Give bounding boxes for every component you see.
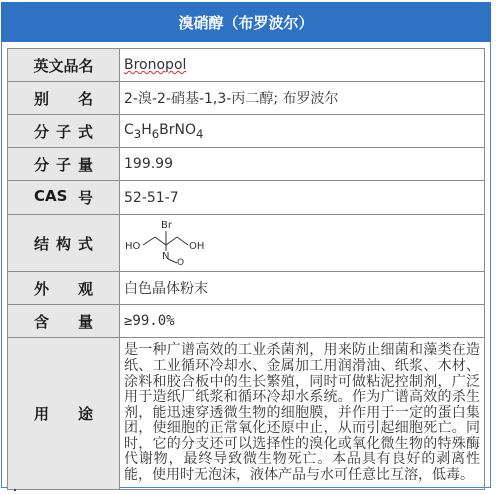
table-row (8, 181, 485, 215)
label-char: 观 (77, 279, 93, 298)
value-appearance: 白色晶体粉末 (120, 272, 485, 305)
formula-c-sub: 3 (133, 126, 142, 141)
value-cas: 52-51-7 (120, 181, 485, 215)
label-formula (8, 115, 120, 148)
label-structure (8, 215, 120, 272)
label-char: 子 (55, 155, 71, 174)
label-char: 子 (55, 122, 71, 141)
formula-h-sub: 6 (151, 126, 160, 141)
page-title: 溴硝醇（布罗波尔） (1, 2, 491, 42)
label-char: 量 (77, 312, 93, 331)
label-char: 构 (55, 234, 71, 253)
label-mol-weight (8, 148, 120, 181)
table-row (8, 115, 485, 148)
value-english-name (120, 49, 485, 82)
formula-o-sub: 4 (196, 126, 204, 141)
label-usage (8, 338, 120, 490)
label-english-name: 英文品名 (8, 49, 120, 82)
label-char: 途 (77, 405, 93, 423)
label-char: 名 (77, 89, 93, 108)
table-row (8, 305, 485, 338)
atom-n: N (162, 251, 170, 262)
label-char: CAS (34, 187, 68, 205)
label-char: 含 (34, 312, 50, 331)
label-appearance (8, 272, 120, 305)
value-alias: 2-溴-2-硝基-1,3-丙二醇; 布罗波尔 (120, 82, 485, 115)
label-char: 式 (77, 234, 93, 253)
value-formula (120, 115, 485, 148)
label-char: 量 (77, 155, 93, 174)
atom-br: Br (161, 220, 172, 231)
group-oh: OH (189, 241, 205, 252)
value-mol-weight: 199.99 (120, 148, 485, 181)
label-char: 分 (34, 155, 50, 174)
label-char: 用 (34, 405, 50, 423)
label-char: 分 (34, 122, 50, 141)
formula-c: C (124, 121, 134, 138)
label-content (8, 305, 120, 338)
formula-brno: BrNO (159, 121, 197, 138)
table-row (8, 215, 485, 272)
table-row (8, 272, 485, 305)
label-cas (8, 181, 120, 215)
table-row (8, 338, 485, 490)
group-ho: HO (125, 241, 141, 252)
label-char: 外 (34, 279, 50, 298)
table-row (8, 148, 485, 181)
label-alias (8, 82, 120, 115)
stray-dot (14, 489, 16, 491)
value-content: ≥99.0% (120, 305, 485, 338)
formula-h: H (141, 121, 152, 138)
atom-o: O (177, 258, 185, 267)
label-char: 式 (77, 122, 93, 141)
value-usage: 是一种广谱高效的工业杀菌剂，用来防止细菌和藻类在造纸、工业循环冷却水、金属加工用润滑油、纸浆、木材、涂料和胶合板中的生长繁殖，同时可做粘泥控制剂，广泛用于造纸厂纸浆和循环冷却水系统。作为广谱高效的杀生剂，能迅速穿透微生物的细胞膜，并作用于一定的蛋白集团，使细胞的正常氧化还原中止，从而引起细胞死亡。同时，它的分支还可以选择性的溴化或氧化微生物的特殊酶代谢物，最终导致微生物死亡。本品具有良好的剥离性能，使用时无泡沫，液体产品与水可任意比互溶，低毒。 (120, 338, 485, 490)
table-row (8, 49, 485, 82)
structure-diagram (124, 215, 214, 267)
english-name-text: Bronopol (124, 57, 187, 73)
value-structure (120, 215, 485, 272)
spec-table (7, 48, 485, 490)
label-char: 别 (34, 89, 50, 108)
label-char: 号 (77, 189, 93, 207)
label-char: 结 (34, 234, 50, 253)
table-row (8, 82, 485, 115)
